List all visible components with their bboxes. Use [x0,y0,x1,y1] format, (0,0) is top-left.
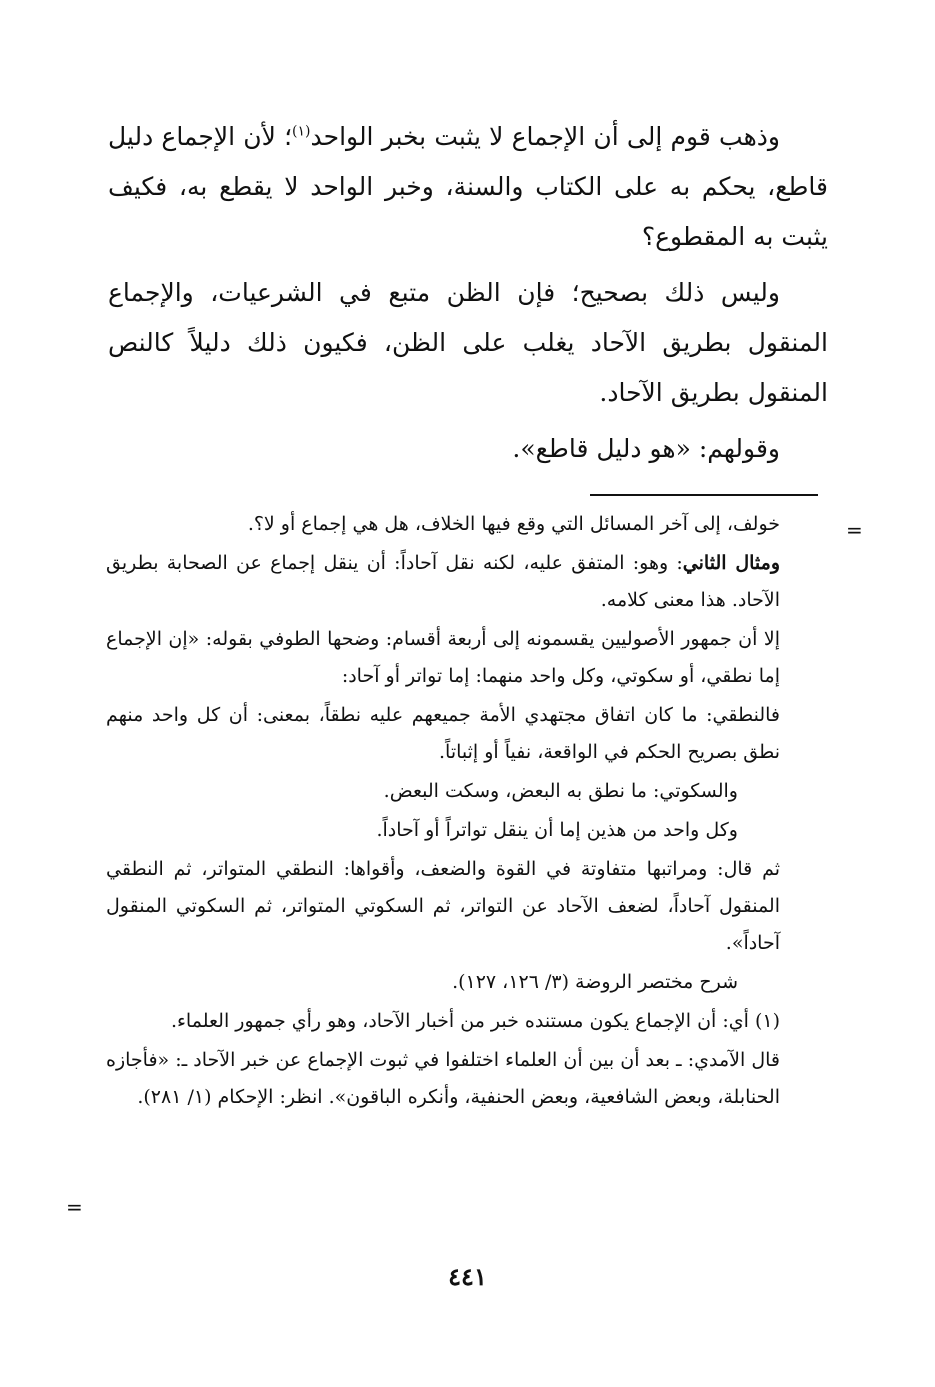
main-paragraph: وليس ذلك بصحيح؛ فإن الظن متبع في الشرعيات، والإجماع المنقول بطريق الآحاد يغلب على الظن، فكيون ذلك دليلاً كالنص المنقول بطريق الآحاد. [108,278,828,407]
main-paragraph [108,112,828,262]
footnote-line [106,545,780,619]
footnote-line: خولف، إلى آخر المسائل التي وقع فيها الخلاف، هل هي إجماع أو لا؟. [247,513,780,535]
footnote-separator [590,494,818,496]
footnote-line: إلا أن جمهور الأصوليين يقسمونه إلى أربعة أقسام: وضحها الطوفي بقوله: «إن الإجماع إما نطقي، أو سكوتي، وكل واحد منهما: إما تواتر أو آحاد: [106,628,780,687]
footnote-reference: (١) [292,123,311,140]
footnote-text: : وهو: المتفق عليه، لكنه نقل آحاداً: أن ينقل إجماع عن الصحابة بطريق الآحاد. هذا معنى كلامه. [106,552,780,611]
footnote-line: فالنطقي: ما كان اتفاق مجتهدي الأمة جميعهم عليه نطقاً، بمعنى: أن كل واحد منهم نطق بصريح الحكم في الواقعة، نفياً أو إثباتاً. [106,704,780,763]
footnote-line: قال الآمدي: ـ بعد أن بين أن العلماء اختلفوا في ثبوت الإجماع عن خبر الآحاد ـ: «فأجازه الحنابلة، وبعض الشافعية، وبعض الحنفية، وأنكره الباقون». انظر: الإحكام (١/ ٢٨١). [106,1049,780,1108]
footnote-bold-lead: ومثال الثاني [682,552,781,574]
paragraph-text: ؛ لأن الإجماع دليل قاطع، يحكم به على الكتاب والسنة، وخبر الواحد لا يقطع به، فكيف يثبت به المقطوع؟ [108,122,828,251]
footnote-citation: شرح مختصر الروضة (٣/ ١٢٦، ١٢٧). [452,971,738,993]
footnote-line: ثم قال: ومراتبها متفاوتة في القوة والضعف، وأقواها: النطقي المتواتر، ثم النطقي المنقول آحاداً، لضعف الآحاد عن التواتر، ثم السكوتي المتواتر، ثم السكوتي المنقول آحاداً». [106,858,780,954]
footnote-line: والسكوتي: ما نطق به البعض، وسكت البعض. [383,780,738,802]
footnote-note-1: (١) أي: أن الإجماع يكون مستنده خبر من أخبار الآحاد، وهو رأي جمهور العلماء. [170,1010,780,1032]
paragraph-text: وذهب قوم إلى أن الإجماع لا يثبت بخبر الواحد [310,122,780,151]
main-text [108,112,828,480]
main-paragraph: وقولهم: «هو دليل قاطع». [512,434,780,463]
end-continuation-mark: = [66,1195,83,1219]
continuation-mark: = [846,518,863,542]
footnote-line: وكل واحد من هذين إما أن ينقل تواتراً أو آحاداً. [376,819,738,841]
page-number: ٤٤١ [448,1262,487,1291]
footnotes [106,506,780,1118]
